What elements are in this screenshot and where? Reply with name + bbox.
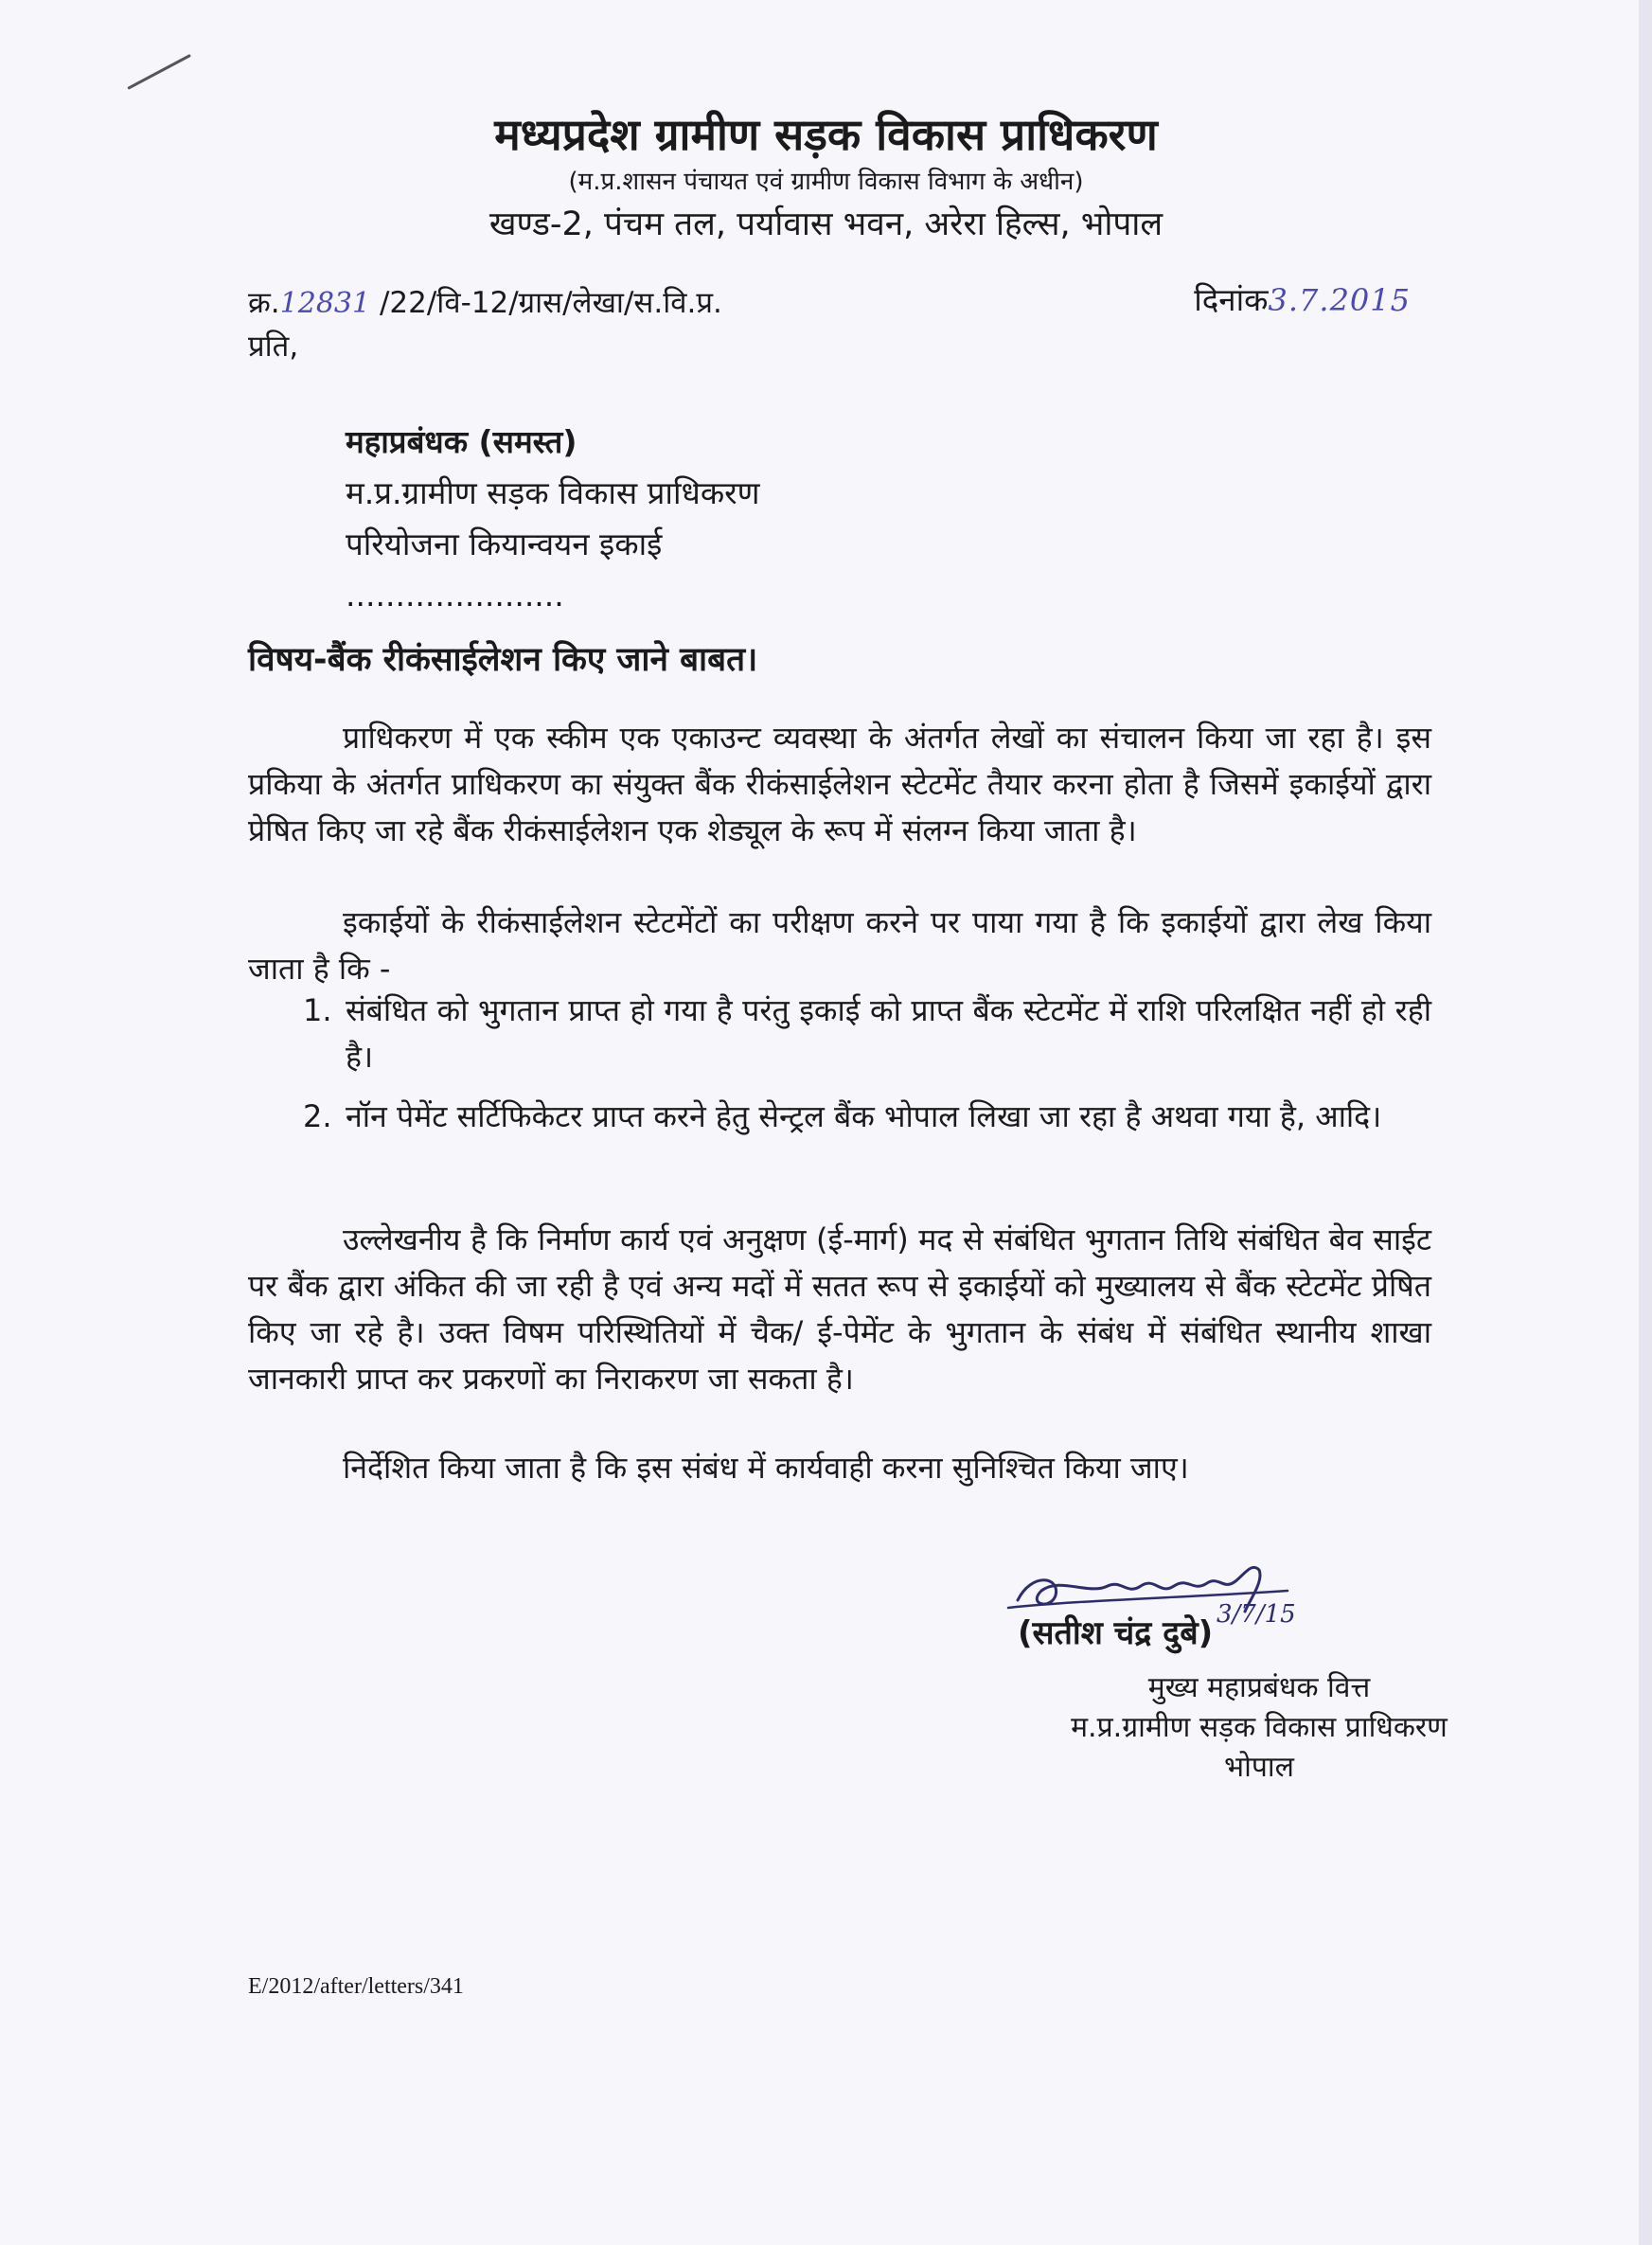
letterhead-address: खण्ड-2, पंचम तल, पर्यावास भवन, अरेरा हिल्स, भोपाल	[488, 205, 1164, 243]
signatory-organization: म.प्र.ग्रामीण सड़क विकास प्राधिकरण	[1071, 1711, 1448, 1744]
date-label: दिनांक	[1194, 281, 1269, 318]
pen-mark	[127, 54, 191, 90]
list-item-number: 1.	[303, 992, 332, 1028]
reference-handwritten-number: 12831	[279, 287, 371, 320]
signatory-designation: मुख्य महाप्रबंधक वित्त	[1147, 1671, 1371, 1704]
subject-line: विषय-बैंक रीकंसाईलेशन किए जाने बाबत।	[248, 641, 758, 679]
list-item	[303, 988, 1431, 1080]
body-paragraph-4: निर्देशित किया जाता है कि इस संबंध में कार्यवाही करना सुनिश्चित किया जाए।	[343, 1450, 1189, 1486]
date-handwritten-value: 3.7.2015	[1268, 282, 1411, 318]
file-path-footer: E/2012/after/letters/341	[248, 1974, 464, 1999]
body-paragraph-2: इकाईयों के रीकंसाईलेशन स्टेटमेंटों का परीक्षण करने पर पाया गया है कि इकाईयों द्वारा लेख किया जाता है कि -	[248, 904, 1431, 987]
signatory-city: भोपाल	[1223, 1751, 1294, 1784]
signatory-name: (सतीश चंद्र दुबे)	[1018, 1614, 1214, 1652]
reference-number	[248, 282, 722, 322]
letterhead-subtitle: (म.प्र.शासन पंचायत एवं ग्रामीण विकास विभाग के अधीन)	[568, 168, 1084, 196]
recipient-line-4: ......................	[346, 577, 564, 614]
recipient-block	[346, 417, 760, 621]
list-item-text: नॉन पेमेंट सर्टिफिकेटर प्राप्त करने हेतु सेन्ट्रल बैंक भोपाल लिखा जा रहा है अथवा गया है, आदि।	[346, 1098, 1382, 1134]
scan-edge	[1639, 0, 1652, 2245]
letter-date	[1194, 277, 1411, 320]
signature-date: 3/7/15	[1217, 1600, 1296, 1629]
recipient-line-2: म.प्र.ग्रामीण सड़क विकास प्राधिकरण	[346, 474, 760, 511]
reference-suffix: /22/वि-12/ग्रास/लेखा/स.वि.प्र.	[370, 286, 722, 320]
recipient-line-3: परियोजना कियान्वयन इकाई	[346, 526, 663, 562]
list-item-text: संबंधित को भुगतान प्राप्त हो गया है परंतु इकाई को प्राप्त बैंक स्टेटमेंट में राशि परिलक्षित नहीं हो रही है।	[346, 992, 1431, 1075]
body-paragraph-3: उल्लेखनीय है कि निर्माण कार्य एवं अनुक्षण (ई-मार्ग) मद से संबंधित भुगतान तिथि संबंधित बेव साईट पर बैंक द्वारा अंकित की जा रही है एवं अन्य मदों में सतत रूप से इकाईयों को मुख्यालय से बैंक स्टेटमेंट प्रेषित किए जा रहे है। उक्त विषम परिस्थितियों में चैक/ ई-पेमेंट के भुगतान के संबंध में संबंधित स्थानीय शाखा जानकारी प्राप्त कर प्रकरणों का निराकरण जा सकता है।	[248, 1221, 1431, 1397]
list-item-number: 2.	[303, 1098, 332, 1134]
list-item	[303, 1094, 1431, 1140]
letterhead-title: मध्यप्रदेश ग्रामीण सड़क विकास प्राधिकरण	[494, 109, 1158, 160]
body-paragraph-1: प्राधिकरण में एक स्कीम एक एकाउन्ट व्यवस्था के अंतर्गत लेखों का संचालन किया जा रहा है। इस प्रकिया के अंतर्गत प्राधिकरण का संयुक्त बैंक रीकंसाईलेशन स्टेटमेंट तैयार करना होता है जिसमें इकाईयों द्वारा प्रेषित किए जा रहे बैंक रीकंसाईलेशन एक शेड्यूल के रूप में संलग्न किया जाता है।	[248, 720, 1431, 848]
recipient-line-1: महाप्रबंधक (समस्त)	[346, 423, 577, 460]
reference-prefix: क्र.	[248, 286, 280, 320]
salutation: प्रति,	[248, 330, 299, 364]
